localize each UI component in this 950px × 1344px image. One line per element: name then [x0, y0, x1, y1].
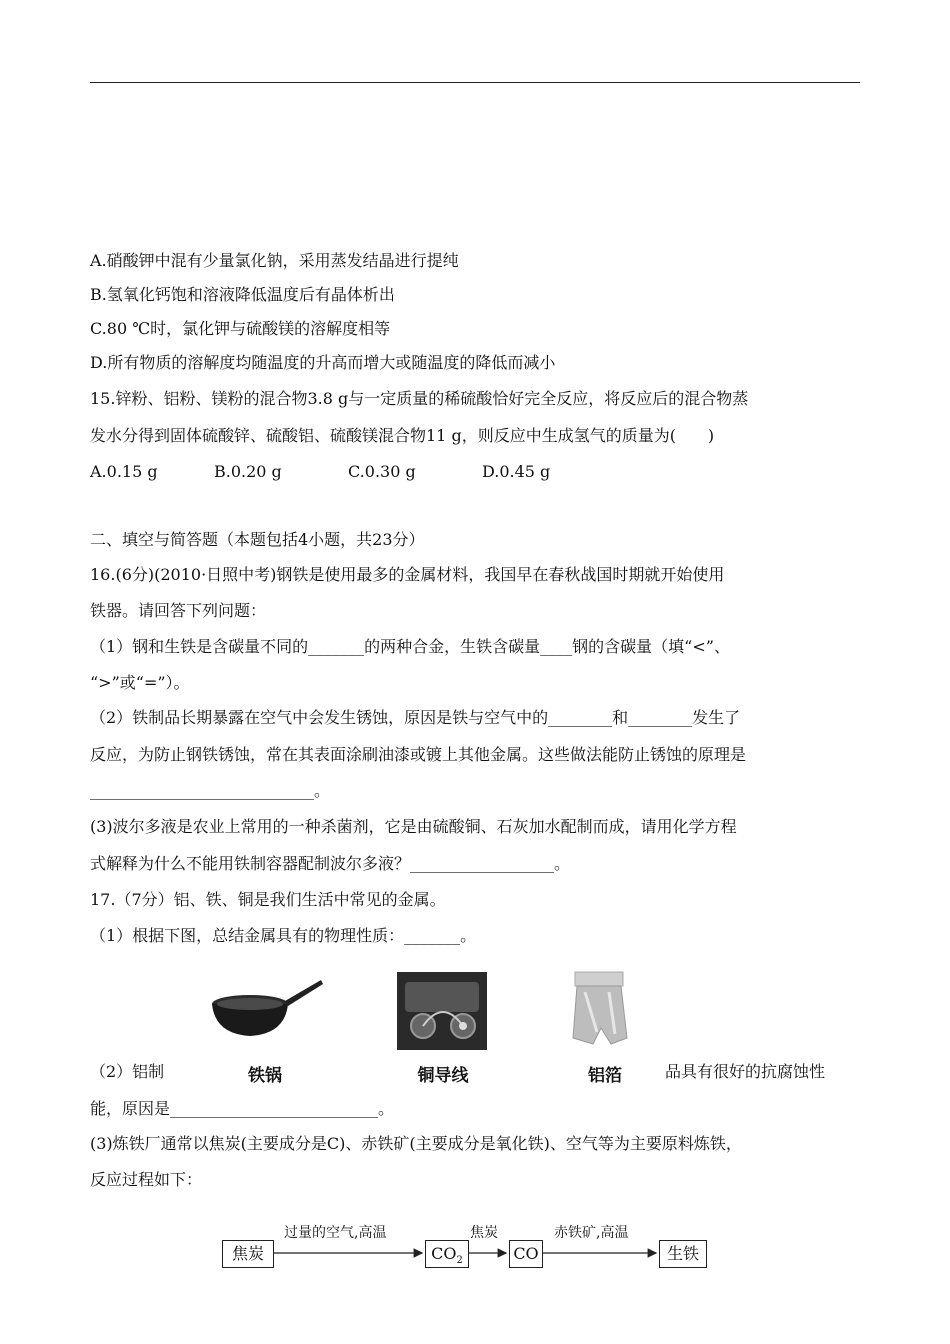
wok-item [205, 968, 325, 1088]
header-rule [90, 82, 860, 83]
q16-part1-line-2: “>”或“=”）。 [90, 673, 190, 692]
aluminum-foil-icon [555, 968, 655, 1058]
q16-part3-line-2: 式解释为什么不能用铁制容器配制波尔多液？__________________。 [90, 854, 571, 873]
section-2-title: 二、填空与简答题（本题包括4小题，共23分） [90, 530, 425, 549]
flow-arrow-1-label: 过量的空气,高温 [284, 1225, 387, 1241]
copper-wire-caption: 铜导线 [417, 1066, 469, 1086]
aluminum-foil-item [555, 968, 655, 1088]
q14-option-a: A.硝酸钾中混有少量氯化钠，采用蒸发结晶进行提纯 [90, 251, 459, 270]
q17-part2-line-2: 能，原因是__________________________。 [90, 1099, 395, 1118]
q15-line-2: 发水分得到固体硫酸锌、硫酸铝、硫酸镁混合物11 g，则反应中生成氢气的质量为( ) [90, 426, 715, 445]
flow-box-coke: 焦炭 [222, 1240, 274, 1268]
copper-wire-icon [393, 968, 493, 1058]
q16-part2-line-1: （2）铁制品长期暴露在空气中会发生锈蚀，原因是铁与空气中的________和________发生了 [90, 708, 741, 727]
q17-part1: （1）根据下图，总结金属具有的物理性质：_______。 [90, 926, 477, 945]
q14-option-d: D.所有物质的溶解度均随温度的升高而增大或随温度的降低而减小 [90, 353, 556, 372]
q16-part2-line-3: ____________________________。 [90, 781, 331, 800]
flow-box-co: CO [509, 1240, 543, 1268]
wok-caption: 铁锅 [248, 1066, 282, 1086]
metal-products-figure [205, 968, 665, 1088]
q15-options [90, 462, 550, 482]
flow-box-co2-main: CO [431, 1244, 457, 1263]
q15-option-d: D.0.45 g [482, 462, 551, 481]
flow-box-co2-sub: 2 [456, 1255, 463, 1267]
q16-part1-line-1: （1）钢和生铁是含碳量不同的_______的两种合金，生铁含碳量____钢的含碳量（填“<”、 [90, 637, 730, 656]
q16-part2-line-2: 反应，为防止钢铁锈蚀，常在其表面涂刷油漆或镀上其他金属。这些做法能防止锈蚀的原理是 [90, 745, 747, 764]
q17-part3-line-1: (3)炼铁厂通常以焦炭(主要成分是C)、赤铁矿(主要成分是氧化铁)、空气等为主要原料炼铁， [90, 1134, 742, 1153]
q17-part2-right: 品具有很好的抗腐蚀性 [665, 1062, 826, 1081]
q16-part3-line-1: (3)波尔多液是农业上常用的一种杀菌剂，它是由硫酸铜、石灰加水配制而成，请用化学方程 [90, 817, 737, 836]
flow-arrow-2-label: 焦炭 [470, 1225, 498, 1241]
q15-option-b: B.0.20 g [214, 462, 282, 481]
q15-option-a: A.0.15 g [90, 462, 158, 481]
q16-line-1: 16.(6分)(2010·日照中考)钢铁是使用最多的金属材料，我国早在春秋战国时期就开始使用 [90, 565, 725, 584]
flow-arrow-3-label: 赤铁矿,高温 [554, 1225, 629, 1241]
q14-option-c: C.80 ℃时，氯化钾与硫酸镁的溶解度相等 [90, 319, 391, 338]
q15-line-1: 15.锌粉、铝粉、镁粉的混合物3.8 g与一定质量的稀硫酸恰好完全反应，将反应后的混合物蒸 [90, 389, 749, 408]
flow-box-co2 [425, 1240, 469, 1268]
q17-part3-line-2: 反应过程如下： [90, 1170, 203, 1189]
q14-option-b: B.氢氧化钙饱和溶液降低温度后有晶体析出 [90, 285, 395, 304]
copper-wire-item [393, 968, 493, 1088]
q16-line-2: 铁器。请回答下列问题： [90, 601, 267, 620]
flow-box-pig-iron: 生铁 [659, 1240, 707, 1268]
q17-line-1: 17.（7分）铝、铁、铜是我们生活中常见的金属。 [90, 890, 446, 909]
iron-smelting-flowchart [222, 1222, 712, 1282]
aluminum-foil-caption: 铝箔 [588, 1066, 622, 1086]
q17-part2-left: （2）铝制 [90, 1062, 165, 1081]
q15-option-c: C.0.30 g [348, 462, 416, 481]
wok-icon [205, 968, 325, 1058]
